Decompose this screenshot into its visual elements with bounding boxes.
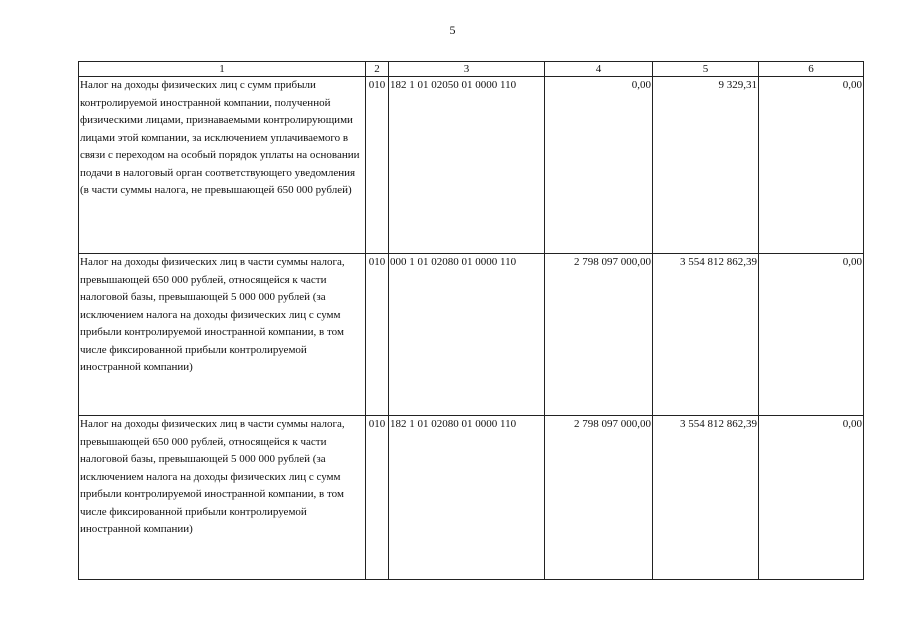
page-number: 5 — [449, 23, 456, 37]
column-5-value-cell: 9 329,31 — [653, 77, 759, 254]
column-header-4: 4 — [545, 62, 653, 77]
table-row — [79, 416, 864, 580]
column-header-6: 6 — [759, 62, 864, 77]
header-row — [79, 62, 864, 77]
column-header-3: 3 — [389, 62, 545, 77]
column-6-value-cell: 0,00 — [759, 416, 864, 580]
line-code-cell: 010 — [366, 77, 389, 254]
table-row — [79, 77, 864, 254]
column-5-value-cell: 3 554 812 862,39 — [653, 416, 759, 580]
column-header-2: 2 — [366, 62, 389, 77]
column-header-5: 5 — [653, 62, 759, 77]
column-4-value-cell: 2 798 097 000,00 — [545, 254, 653, 416]
column-header-1: 1 — [79, 62, 366, 77]
income-name-cell: Налог на доходы физических лиц с сумм прибыли контролируемой иностранной компании, полученной физическими лицами, признаваемыми контролирующими лицами этой компании, за исключением уплачиваемого в связи с переходом на особый порядок уплаты на основании подачи в налоговый орган соответствующего уведомления (в части суммы налога, не превышающей 650 000 рублей) — [79, 77, 366, 254]
column-6-value-cell: 0,00 — [759, 254, 864, 416]
budget-classification-code-cell: 182 1 01 02080 01 0000 110 — [389, 416, 545, 580]
income-name-cell: Налог на доходы физических лиц в части суммы налога, превышающей 650 000 рублей, относящейся к части налоговой базы, превышающей 5 000 000 рублей (за исключением налога на доходы физических лиц с сумм прибыли контролируемой иностранной компании, в том числе фиксированной прибыли контролируемой иностранной компании) — [79, 254, 366, 416]
budget-classification-code-cell: 182 1 01 02050 01 0000 110 — [389, 77, 545, 254]
line-code-cell: 010 — [366, 254, 389, 416]
column-4-value-cell: 0,00 — [545, 77, 653, 254]
budget-classification-code-cell: 000 1 01 02080 01 0000 110 — [389, 254, 545, 416]
column-4-value-cell: 2 798 097 000,00 — [545, 416, 653, 580]
budget-table — [78, 61, 864, 580]
line-code-cell: 010 — [366, 416, 389, 580]
column-6-value-cell: 0,00 — [759, 77, 864, 254]
column-5-value-cell: 3 554 812 862,39 — [653, 254, 759, 416]
table-row — [79, 254, 864, 416]
income-name-cell: Налог на доходы физических лиц в части суммы налога, превышающей 650 000 рублей, относящейся к части налоговой базы, превышающей 5 000 000 рублей (за исключением налога на доходы физических лиц с сумм прибыли контролируемой иностранной компании, в том числе фиксированной прибыли контролируемой иностранной компании) — [79, 416, 366, 580]
